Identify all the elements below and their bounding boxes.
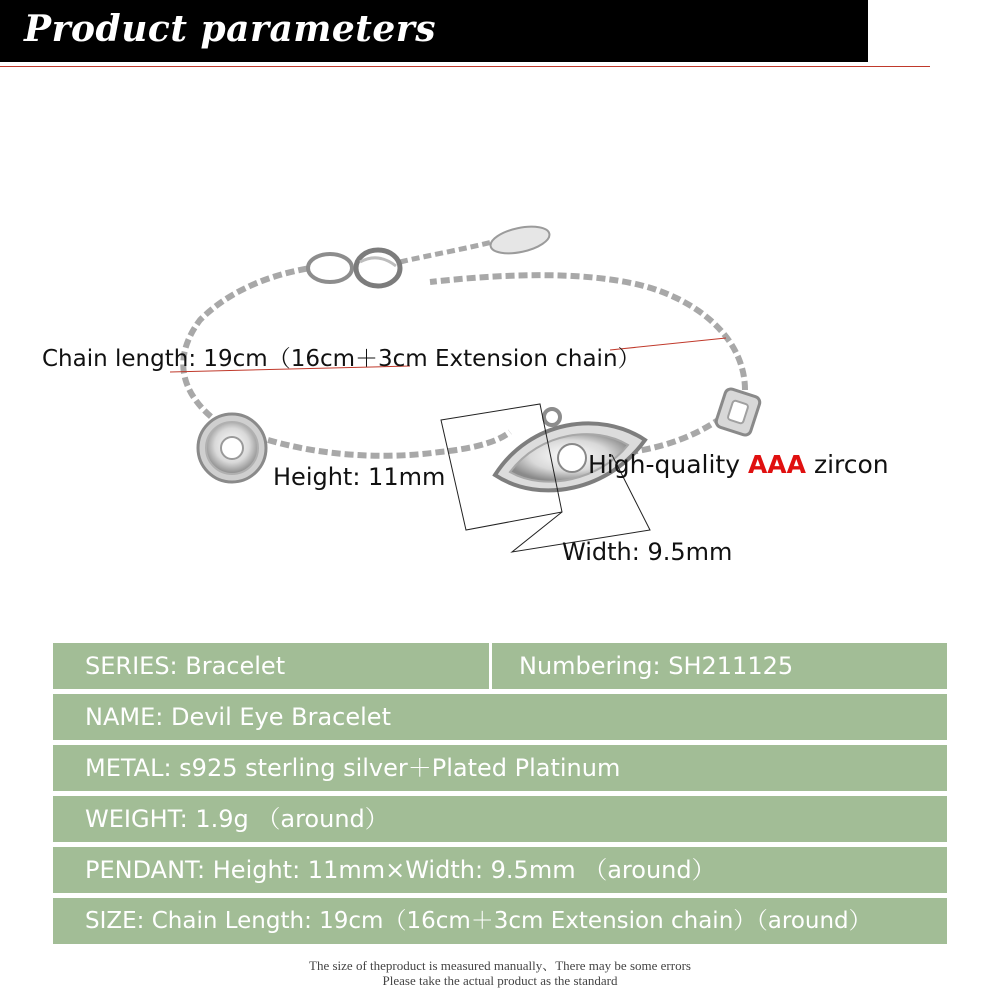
spec-size: SIZE: Chain Length: 19cm（16cm＋3cm Extension chain）（around）	[85, 908, 872, 934]
spec-row-name	[53, 694, 947, 740]
chain-length-callout: Chain length: 19cm（16cm＋3cm Extension chain）	[42, 346, 641, 372]
zircon-suffix: zircon	[806, 450, 889, 479]
spec-row-size	[53, 898, 947, 944]
zircon-aaa-highlight: AAA	[747, 450, 806, 479]
zircon-callout	[588, 450, 889, 479]
zircon-prefix: High-quality	[588, 450, 748, 479]
spec-metal: METAL: s925 sterling silver＋Plated Platinum	[85, 754, 621, 782]
spec-row-pendant	[53, 847, 947, 893]
spec-weight: WEIGHT: 1.9g （around）	[85, 805, 389, 833]
spec-table	[53, 643, 947, 949]
spec-row-metal	[53, 745, 947, 791]
spec-series: SERIES: Bracelet	[85, 652, 286, 680]
height-callout: Height: 11mm	[273, 463, 446, 491]
page-title: Product parameters	[24, 8, 437, 50]
footnote-line-2: Please take the actual product as the standard	[382, 973, 618, 988]
spec-divider	[489, 643, 492, 689]
spec-pendant: PENDANT: Height: 11mm×Width: 9.5mm （around）	[85, 856, 716, 884]
spec-row-weight	[53, 796, 947, 842]
spec-name: NAME: Devil Eye Bracelet	[85, 703, 391, 731]
footnote-line-1: The size of theproduct is measured manually、There may be some errors	[309, 958, 691, 973]
width-callout: Width: 9.5mm	[562, 538, 733, 566]
lobster-clasp-icon	[308, 250, 400, 286]
spec-row-series	[53, 643, 947, 689]
round-zircon-charm-icon	[198, 414, 266, 482]
extension-tag-icon	[488, 222, 552, 258]
spec-numbering: Numbering: SH211125	[519, 652, 794, 680]
square-charm-icon	[715, 387, 762, 436]
